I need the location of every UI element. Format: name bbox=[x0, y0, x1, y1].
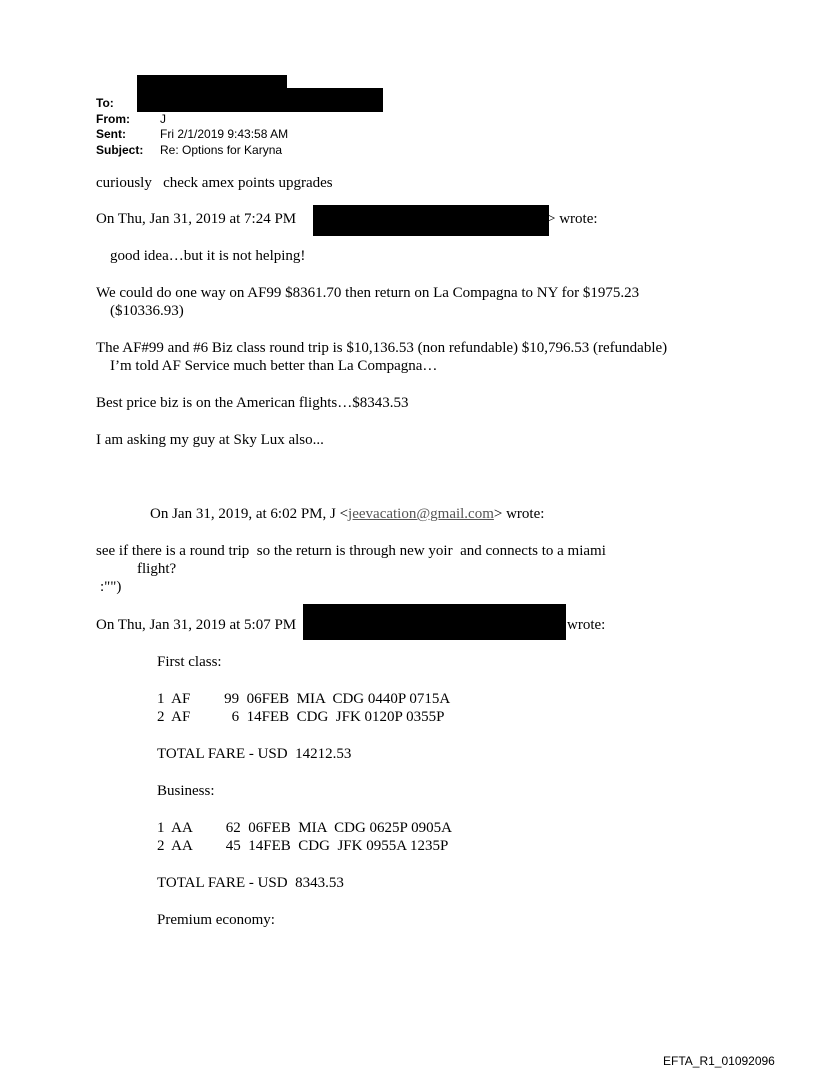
subject-value: Re: Options for Karyna bbox=[160, 143, 283, 157]
business-row-2: 2 AA 45 14FEB CDG JFK 0955A 1235P bbox=[157, 838, 449, 854]
redaction-to bbox=[137, 88, 383, 112]
para2-line2: I’m told AF Service much better than La Compagna… bbox=[110, 358, 438, 374]
para4-text: I am asking my guy at Sky Lux also... bbox=[96, 432, 324, 448]
msg2-line3: :"") bbox=[100, 579, 122, 595]
quote1-suffix: > wrote: bbox=[547, 211, 598, 227]
body-line-1: curiously check amex points upgrades bbox=[96, 175, 333, 191]
to-label: To: bbox=[96, 96, 114, 110]
from-value: J bbox=[160, 112, 166, 126]
subject-label: Subject: bbox=[96, 143, 144, 157]
para1-line1: We could do one way on AF99 $8361.70 then return on La Compagna to NY for $1975.23 bbox=[96, 285, 640, 301]
business-total: TOTAL FARE - USD 8343.53 bbox=[157, 875, 344, 891]
para1-line2: ($10336.93) bbox=[110, 303, 184, 319]
first-class-label: First class: bbox=[157, 654, 222, 670]
sent-label: Sent: bbox=[96, 127, 126, 141]
redaction-quote1 bbox=[313, 205, 549, 236]
redaction-quote3 bbox=[303, 604, 566, 640]
first-row-2: 2 AF 6 14FEB CDG JFK 0120P 0355P bbox=[157, 709, 445, 725]
msg2-line2: flight? bbox=[137, 561, 177, 577]
first-row-1: 1 AF 99 06FEB MIA CDG 0440P 0715A bbox=[157, 691, 451, 707]
premium-label: Premium economy: bbox=[157, 912, 275, 928]
para3-text: Best price biz is on the American flights…$8343.53 bbox=[96, 395, 409, 411]
quote1-prefix: On Thu, Jan 31, 2019 at 7:24 PM bbox=[96, 211, 297, 227]
para2-line1: The AF#99 and #6 Biz class round trip is $10,136.53 (non refundable) $10,796.53 (refundable) bbox=[96, 340, 668, 356]
reply1-text: good idea…but it is not helping! bbox=[110, 248, 306, 264]
quote2-email-link[interactable]: jeevacation@gmail.com bbox=[348, 506, 494, 522]
quote2-prefix: On Jan 31, 2019, at 6:02 PM, J < bbox=[150, 506, 349, 522]
msg2-line1: see if there is a round trip so the return is through new yoir and connects to a miami bbox=[96, 543, 606, 559]
document-id: EFTA_R1_01092096 bbox=[663, 1054, 775, 1068]
quote2-suffix: > wrote: bbox=[493, 506, 545, 522]
quote3-suffix: wrote: bbox=[567, 617, 606, 633]
quote2-header bbox=[150, 506, 544, 523]
sent-value: Fri 2/1/2019 9:43:58 AM bbox=[160, 127, 289, 141]
first-total: TOTAL FARE - USD 14212.53 bbox=[157, 746, 352, 762]
business-label: Business: bbox=[157, 783, 215, 799]
from-label: From: bbox=[96, 112, 130, 126]
business-row-1: 1 AA 62 06FEB MIA CDG 0625P 0905A bbox=[157, 820, 452, 836]
quote3-prefix: On Thu, Jan 31, 2019 at 5:07 PM bbox=[96, 617, 297, 633]
